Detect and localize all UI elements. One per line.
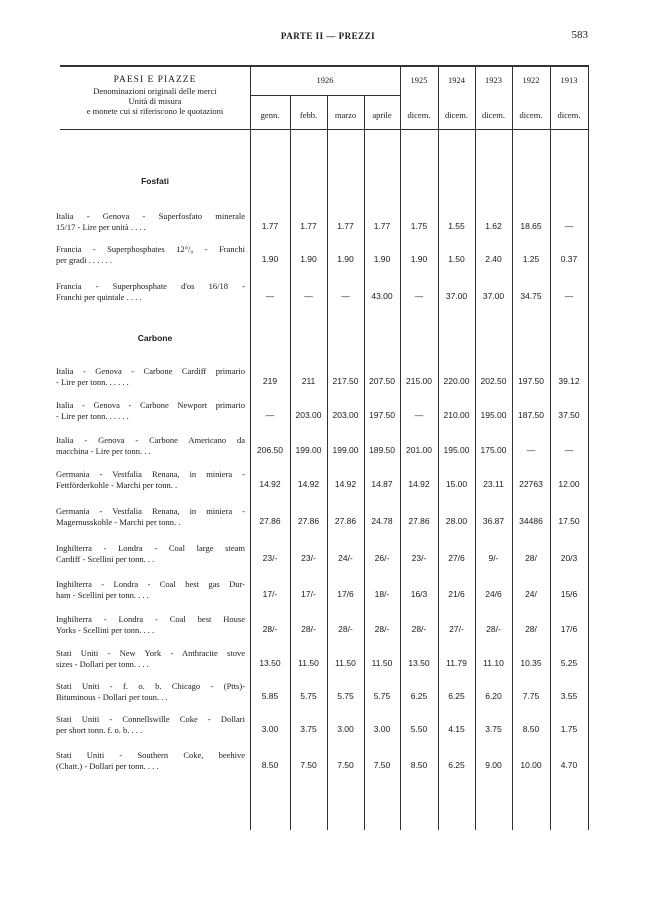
table-cell: 4.70: [560, 760, 578, 770]
table-cell: —: [564, 291, 574, 301]
table-cell: 9/-: [488, 553, 499, 563]
row-label-line1: Stati Uniti - Southern Coke, beehive: [56, 750, 245, 760]
table-cell: 220.00: [443, 376, 470, 386]
table-cell: 206.50: [257, 445, 283, 455]
table-cell: 28/-: [338, 624, 353, 634]
year-header: 1923: [485, 75, 502, 85]
table-cell: 1.90: [261, 254, 279, 264]
row-label-line2: per gradi . . . . . .: [56, 254, 112, 265]
table-cell: —: [564, 221, 574, 231]
row-label: [56, 400, 245, 421]
row-label-line2: - Lire per tonn. . . . . .: [56, 376, 129, 387]
label-header-main: PAESI E PIAZZE: [113, 75, 197, 85]
table-cell: 1.77: [300, 221, 317, 231]
table-cell: 39.12: [558, 376, 580, 386]
month-header: dicem.: [407, 110, 431, 120]
table-cell: 9.00: [485, 760, 502, 770]
row-label-line1: Italia - Genova - Carbone Newport primario: [56, 400, 245, 410]
year-month-rule-1926: [250, 95, 400, 96]
table-cell: 1.50: [448, 254, 465, 264]
table-cell: 5.75: [300, 691, 317, 701]
table-cell: 23/-: [301, 553, 316, 563]
table-cell: —: [414, 291, 424, 301]
row-label-line2: - Lire per tonn. . . . . .: [56, 410, 129, 421]
table-cell: 203.00: [295, 410, 322, 420]
month-header: dicem.: [482, 110, 505, 120]
column-divider: [588, 65, 589, 830]
table-cell: 11.79: [446, 658, 467, 668]
table-cell: 37.50: [558, 410, 580, 420]
table-cell: 6.20: [485, 691, 502, 701]
column-divider: [290, 95, 291, 830]
table-cell: —: [341, 291, 350, 301]
year-header: 1925: [410, 75, 428, 85]
table-cell: 1.55: [448, 221, 465, 231]
table-cell: 187.50: [518, 410, 544, 420]
table-cell: —: [414, 410, 424, 420]
table-cell: 10.35: [520, 658, 542, 668]
table-cell: 16/3: [410, 589, 428, 599]
table-cell: 27/6: [448, 553, 465, 563]
row-label: [56, 614, 245, 635]
table-cell: 11.50: [335, 658, 356, 668]
table-cell: 37.00: [482, 291, 505, 301]
row-label: [56, 648, 245, 669]
month-header: dicem.: [557, 110, 581, 120]
table-cell: 6.25: [410, 691, 428, 701]
row-label-line2: sizes - Dollari per tonn. . . .: [56, 658, 149, 669]
table-cell: 23/-: [411, 553, 427, 563]
row-label-line2: Bituminous - Dollari per toun. . .: [56, 691, 168, 702]
row-label: [56, 750, 245, 771]
table-cell: 34.75: [520, 291, 542, 301]
table-cell: 211: [301, 376, 316, 386]
column-divider: [364, 95, 365, 830]
table-cell: 43.00: [371, 291, 393, 301]
table-cell: 8.50: [410, 760, 428, 770]
table-cell: 195.00: [480, 410, 507, 420]
row-label: [56, 435, 245, 456]
table-cell: 175.00: [480, 445, 507, 455]
year-header: 1922: [522, 75, 540, 85]
row-label: [56, 506, 245, 527]
table-cell: 26/-: [374, 553, 390, 563]
table-cell: 7.50: [373, 760, 391, 770]
table-cell: 13.50: [259, 658, 281, 668]
table-cell: 207.50: [369, 376, 395, 386]
table-cell: 28.00: [445, 516, 468, 526]
table-cell: 5.50: [410, 724, 428, 734]
row-label-line2: per short tonn. f. o. b. . . .: [56, 724, 143, 735]
row-label-line1: Stati Uniti - Connellswille Coke - Dollari: [56, 714, 245, 724]
row-label-line1: Inghilterra - Londra - Coal best House: [56, 614, 245, 624]
table-cell: 14.92: [259, 479, 281, 489]
table-cell: 10.00: [520, 760, 542, 770]
table-cell: 22763: [519, 479, 543, 489]
table-cell: 3.00: [337, 724, 354, 734]
table-cell: 3.55: [560, 691, 578, 701]
table-cell: 1.77: [261, 221, 279, 231]
label-column-header: [60, 75, 250, 116]
table-cell: 17/6: [337, 589, 354, 599]
row-label: [56, 714, 245, 735]
month-header: aprile: [372, 110, 392, 120]
table-cell: 1.90: [410, 254, 428, 264]
table-cell: 14.87: [371, 479, 393, 489]
row-label-line2: 15/17 - Lire per unità . . . .: [56, 221, 146, 232]
section-title: Fosfati: [141, 176, 169, 186]
table-cell: —: [526, 445, 536, 455]
table-cell: 1.75: [560, 724, 578, 734]
row-label-line2: Yorks - Scellini per tonn. . . .: [56, 624, 155, 635]
table-cell: 13.50: [408, 658, 430, 668]
label-header-sub2: Unità di misura: [128, 96, 182, 106]
table-cell: 20/3: [560, 553, 578, 563]
row-label-line1: Francia - Superphosphates 12°/₀ - Franchi: [56, 244, 245, 254]
table-cell: 201.00: [406, 445, 432, 455]
table-cell: 12.00: [558, 479, 580, 489]
month-header: marzo: [334, 110, 357, 120]
table-cell: 18/-: [374, 589, 390, 599]
table-cell: 1.75: [410, 221, 428, 231]
table-cell: 28/-: [374, 624, 390, 634]
table-cell: 7.75: [522, 691, 540, 701]
table-cell: 24/6: [485, 589, 502, 599]
table-cell: 3.00: [261, 724, 279, 734]
table-cell: 219: [262, 376, 278, 386]
table-cell: 202.50: [480, 376, 507, 386]
table-cell: 15/6: [560, 589, 578, 599]
table-cell: 15.00: [445, 479, 468, 489]
row-label-line1: Inghilterra - Londra - Coal best gas Dur-: [56, 579, 245, 589]
row-label-line1: Stati Uniti - f. o. b. Chicago - (Ptts)-: [56, 681, 245, 691]
table-cell: 34486: [519, 516, 543, 526]
row-label-line1: Francia - Superphosphate d'os 16/18 -: [56, 281, 245, 291]
table-cell: 5.25: [560, 658, 578, 668]
table-cell: 28/-: [486, 624, 501, 634]
label-header-sub1: Denominazioni originali delle merci: [93, 86, 217, 96]
table-cell: 189.50: [369, 445, 395, 455]
row-label-line2: macchina - Lire per tonn. . .: [56, 445, 151, 456]
table-cell: 36.87: [482, 516, 505, 526]
row-label-line2: (Chatt.) - Dollari per tonn. . . .: [56, 760, 159, 771]
row-label-line2: ham - Scellini per tonn. . . .: [56, 589, 149, 600]
table-cell: 3.75: [300, 724, 317, 734]
table-cell: —: [564, 445, 574, 455]
table-cell: 28/-: [301, 624, 316, 634]
table-cell: 1.90: [373, 254, 391, 264]
table-cell: 210.00: [443, 410, 470, 420]
table-cell: 7.50: [300, 760, 317, 770]
table-cell: —: [304, 291, 313, 301]
row-label-line1: Italia - Genova - Carbone Americano da: [56, 435, 245, 445]
table-cell: 1.77: [373, 221, 391, 231]
table-cell: 28/-: [262, 624, 278, 634]
table-cell: 0.37: [560, 254, 578, 264]
row-label: [56, 244, 245, 265]
table-cell: 197.50: [518, 376, 544, 386]
table-cell: 27.86: [259, 516, 281, 526]
table-cell: 28/-: [411, 624, 427, 634]
year-header: 1924: [448, 75, 465, 85]
row-label-line2: Franchi per quintale . . . .: [56, 291, 142, 302]
table-cell: 24/: [525, 589, 537, 599]
row-label-line1: Italia - Genova - Superfosfato minerale: [56, 211, 245, 221]
table-top-rule: [60, 65, 588, 67]
table-cell: 21/6: [448, 589, 465, 599]
row-label: [56, 211, 245, 232]
row-label-line2: Fettförderkohle - Marchi per tonn. .: [56, 479, 178, 490]
table-cell: 28/: [525, 624, 537, 634]
table-cell: 11.50: [371, 658, 393, 668]
table-cell: 199.00: [295, 445, 322, 455]
table-cell: 17/-: [262, 589, 278, 599]
table-cell: 199.00: [332, 445, 359, 455]
running-title: PARTE II — PREZZI: [280, 31, 376, 41]
table-cell: 3.00: [373, 724, 391, 734]
table-cell: 217.50: [332, 376, 359, 386]
row-label: [56, 469, 245, 490]
table-cell: 27.86: [334, 516, 357, 526]
table-cell: 11.10: [483, 658, 504, 668]
label-header-sub3: e monete cui si riferiscono le quotazioni: [86, 106, 224, 116]
row-label-line1: Germania - Vestfalia Renana, in miniera -: [56, 469, 245, 479]
table-cell: 6.25: [448, 760, 465, 770]
table-cell: 37.00: [445, 291, 468, 301]
row-label: [56, 579, 245, 600]
table-cell: 215.00: [406, 376, 432, 386]
table-cell: 4.15: [448, 724, 465, 734]
month-header: febb.: [299, 110, 318, 120]
header-bottom-rule: [60, 129, 588, 130]
table-cell: —: [265, 291, 275, 301]
row-label-line1: Italia - Genova - Carbone Cardiff primario: [56, 366, 245, 376]
table-cell: 5.75: [337, 691, 354, 701]
row-label: [56, 366, 245, 387]
month-header: dicem.: [445, 110, 468, 120]
table-cell: 8.50: [261, 760, 279, 770]
table-cell: 24/-: [338, 553, 353, 563]
table-cell: 17.50: [558, 516, 580, 526]
table-cell: 14.92: [408, 479, 430, 489]
table-cell: 27/-: [449, 624, 464, 634]
row-label: [56, 281, 245, 302]
table-cell: 5.85: [261, 691, 279, 701]
month-header: dicem.: [519, 110, 543, 120]
row-label-line1: Stati Uniti - New York - Anthracite stove: [56, 648, 245, 658]
page-number: 583: [571, 29, 588, 41]
table-cell: 14.92: [334, 479, 357, 489]
row-label: [56, 543, 245, 564]
column-divider: [327, 95, 328, 830]
year-header: 1913: [560, 75, 578, 85]
table-cell: 23.11: [483, 479, 504, 489]
table-cell: 18.65: [520, 221, 542, 231]
row-label-line1: Inghilterra - Londra - Coal large steam: [56, 543, 245, 553]
table-cell: 195.00: [443, 445, 470, 455]
row-label-line1: Germania - Vestfalia Renana, in miniera -: [56, 506, 245, 516]
table-cell: 6.25: [448, 691, 465, 701]
table-cell: 23/-: [262, 553, 278, 563]
table-cell: 3.75: [485, 724, 502, 734]
year-header: 1926: [316, 75, 334, 85]
section-title: Carbone: [137, 333, 173, 343]
table-cell: 1.62: [485, 221, 502, 231]
table-cell: 27.86: [297, 516, 320, 526]
table-cell: 7.50: [337, 760, 354, 770]
table-cell: 1.90: [300, 254, 317, 264]
table-cell: 1.25: [522, 254, 540, 264]
month-header: genn.: [260, 110, 280, 120]
table-cell: —: [265, 410, 275, 420]
row-label-line2: Cardiff - Scellini per tonn. . .: [56, 553, 155, 564]
table-cell: 203.00: [332, 410, 359, 420]
table-cell: 5.75: [373, 691, 391, 701]
row-label-line2: Magernusskohle - Marchi per tonn. .: [56, 516, 181, 527]
table-cell: 197.50: [369, 410, 395, 420]
table-cell: 11.50: [298, 658, 319, 668]
table-cell: 17/6: [560, 624, 578, 634]
table-cell: 27.86: [408, 516, 430, 526]
table-cell: 14.92: [297, 479, 320, 489]
table-cell: 2.40: [485, 254, 502, 264]
table-cell: 17/-: [301, 589, 316, 599]
table-cell: 1.77: [337, 221, 354, 231]
row-label: [56, 681, 245, 702]
table-cell: 28/: [525, 553, 537, 563]
table-cell: 1.90: [337, 254, 354, 264]
table-cell: 8.50: [522, 724, 540, 734]
table-cell: 24.78: [371, 516, 393, 526]
